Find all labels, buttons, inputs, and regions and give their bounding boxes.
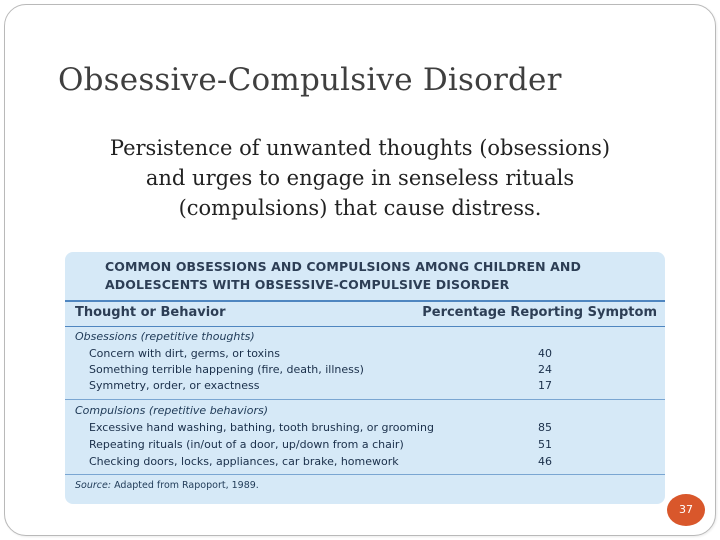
row-percentage: 40 (538, 347, 552, 360)
column-header-percentage: Percentage Reporting Symptom (422, 305, 657, 320)
row-item: Excessive hand washing, bathing, tooth brushing, or grooming (89, 421, 434, 434)
table-source (75, 480, 259, 491)
slide-body (40, 133, 680, 223)
section-title-compulsions: Compulsions (repetitive behaviors) (75, 404, 268, 417)
table-header-row (65, 300, 665, 327)
ocd-symptom-table (65, 252, 665, 504)
body-line: and urges to engage in senseless rituals (145, 166, 575, 190)
source-text: Adapted from Rapoport, 1989. (114, 480, 259, 491)
row-percentage: 17 (538, 379, 552, 392)
table-row (65, 379, 665, 396)
table-title (105, 258, 625, 294)
slide-title: Obsessive-Compulsive Disorder (58, 62, 562, 98)
row-percentage: 51 (538, 438, 552, 451)
page-number-badge: 37 (667, 494, 705, 526)
section-divider (65, 399, 665, 400)
table-row (65, 455, 665, 472)
row-item: Checking doors, locks, appliances, car brake, homework (89, 455, 399, 468)
table-row (65, 363, 665, 380)
row-percentage: 85 (538, 421, 552, 434)
row-item: Concern with dirt, germs, or toxins (89, 347, 280, 360)
section-title-obsessions: Obsessions (repetitive thoughts) (75, 330, 255, 343)
body-line: (compulsions) that cause distress. (178, 196, 542, 220)
table-row (65, 347, 665, 364)
column-header-behavior: Thought or Behavior (75, 305, 226, 320)
body-line: Persistence of unwanted thoughts (obsessions) (109, 136, 611, 160)
row-item: Repeating rituals (in/out of a door, up/down from a chair) (89, 438, 404, 451)
row-percentage: 24 (538, 363, 552, 376)
row-item: Something terrible happening (fire, death, illness) (89, 363, 364, 376)
source-label: Source: (75, 480, 112, 491)
row-item: Symmetry, order, or exactness (89, 379, 260, 392)
row-percentage: 46 (538, 455, 552, 468)
table-row (65, 421, 665, 438)
source-divider (65, 474, 665, 475)
table-title-line: COMMON OBSESSIONS AND COMPULSIONS AMONG CHILDREN AND (105, 259, 581, 274)
table-row (65, 438, 665, 455)
table-title-line: ADOLESCENTS WITH OBSESSIVE-COMPULSIVE DISORDER (105, 277, 510, 292)
